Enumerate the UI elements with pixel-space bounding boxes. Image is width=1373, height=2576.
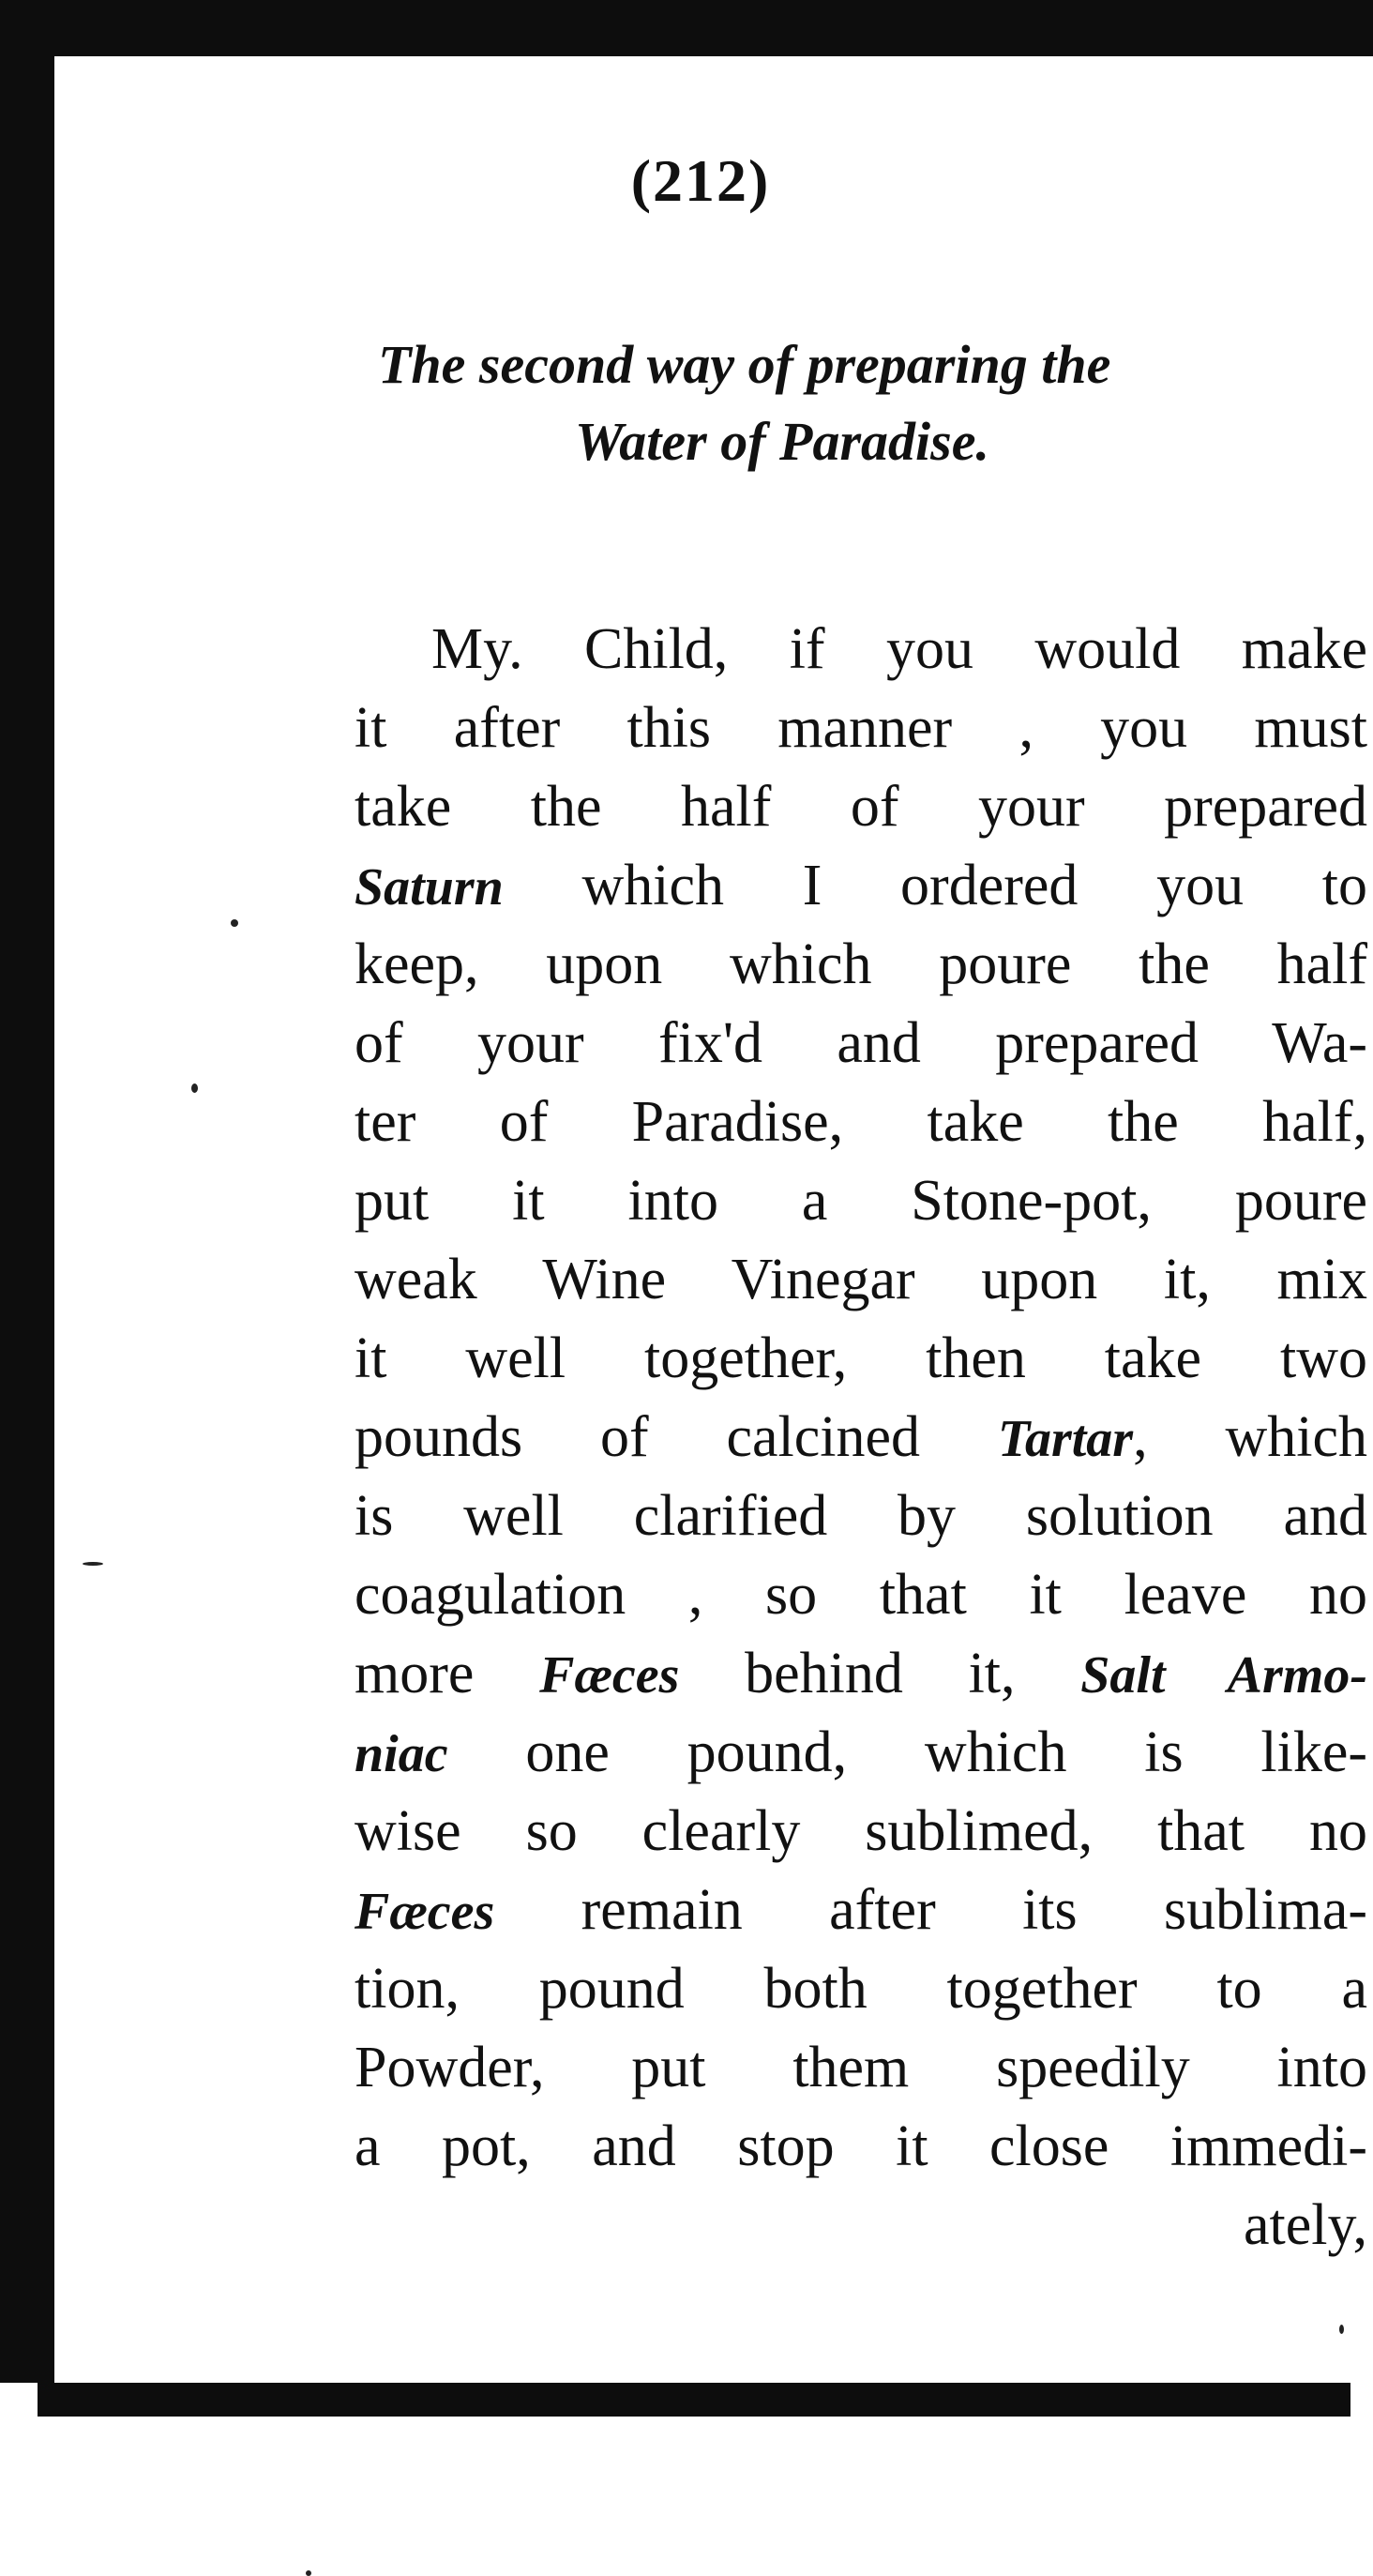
- italic-term: niac: [355, 1725, 448, 1783]
- italic-term: Fæces: [355, 1883, 495, 1941]
- scan-speck: [306, 2570, 311, 2576]
- heading-line-2: Water of Paradise.: [575, 411, 989, 472]
- text-line: My. Child, if you would make: [431, 617, 1367, 681]
- book-page: [54, 56, 1367, 2383]
- text-line: a pot, and stop it close immedi-: [355, 2114, 1367, 2178]
- text-line: keep, upon which poure the half: [355, 932, 1367, 996]
- italic-term: Salt Armo-: [1080, 1646, 1367, 1705]
- scan-speck: [231, 919, 238, 927]
- scan-border-bottom: [38, 2383, 1350, 2417]
- italic-term: Tartar: [997, 1410, 1134, 1468]
- text-line: it after this manner , you must: [355, 696, 1367, 760]
- text-line: Powder, put them speedily into: [355, 2036, 1367, 2099]
- text-line: weak Wine Vinegar upon it, mix: [355, 1248, 1367, 1311]
- text-line: it well together, then take two: [355, 1326, 1367, 1390]
- catchword: ately,: [1244, 2193, 1367, 2257]
- text-line: niac one pound, which is like-: [355, 1720, 1367, 1784]
- scan-border-top: [0, 0, 1373, 56]
- text-line: is well clarified by solution and: [355, 1484, 1367, 1548]
- text-line: Fæces remain after its sublima-: [355, 1878, 1367, 1942]
- body-text: [355, 610, 1367, 2265]
- page-number: (212): [630, 147, 771, 214]
- text-line: of your fix'd and prepared Wa-: [355, 1011, 1367, 1075]
- italic-term: Saturn: [355, 858, 504, 917]
- scan-speck: [191, 1083, 198, 1093]
- text-line: pounds of calcined Tartar, which: [355, 1405, 1367, 1469]
- scan-border-left: [0, 0, 54, 2447]
- text-line: coagulation , so that it leave no: [355, 1563, 1367, 1627]
- text-line: more Fæces behind it, Salt Armo-: [355, 1642, 1367, 1705]
- text-line: ter of Paradise, take the half,: [355, 1090, 1367, 1154]
- text-line: tion, pound both together to a: [355, 1957, 1367, 2021]
- text-line: take the half of your prepared: [355, 775, 1367, 839]
- scan-speck: [1339, 2325, 1344, 2334]
- italic-term: Fæces: [539, 1646, 680, 1705]
- text-line: put it into a Stone-pot, poure: [355, 1169, 1367, 1233]
- scan-speck: [83, 1562, 103, 1566]
- text-line: wise so clearly sublimed, that no: [355, 1799, 1367, 1863]
- heading-line-1: The second way of preparing the: [378, 334, 1111, 395]
- text-line: Saturn which I ordered you to: [355, 854, 1367, 917]
